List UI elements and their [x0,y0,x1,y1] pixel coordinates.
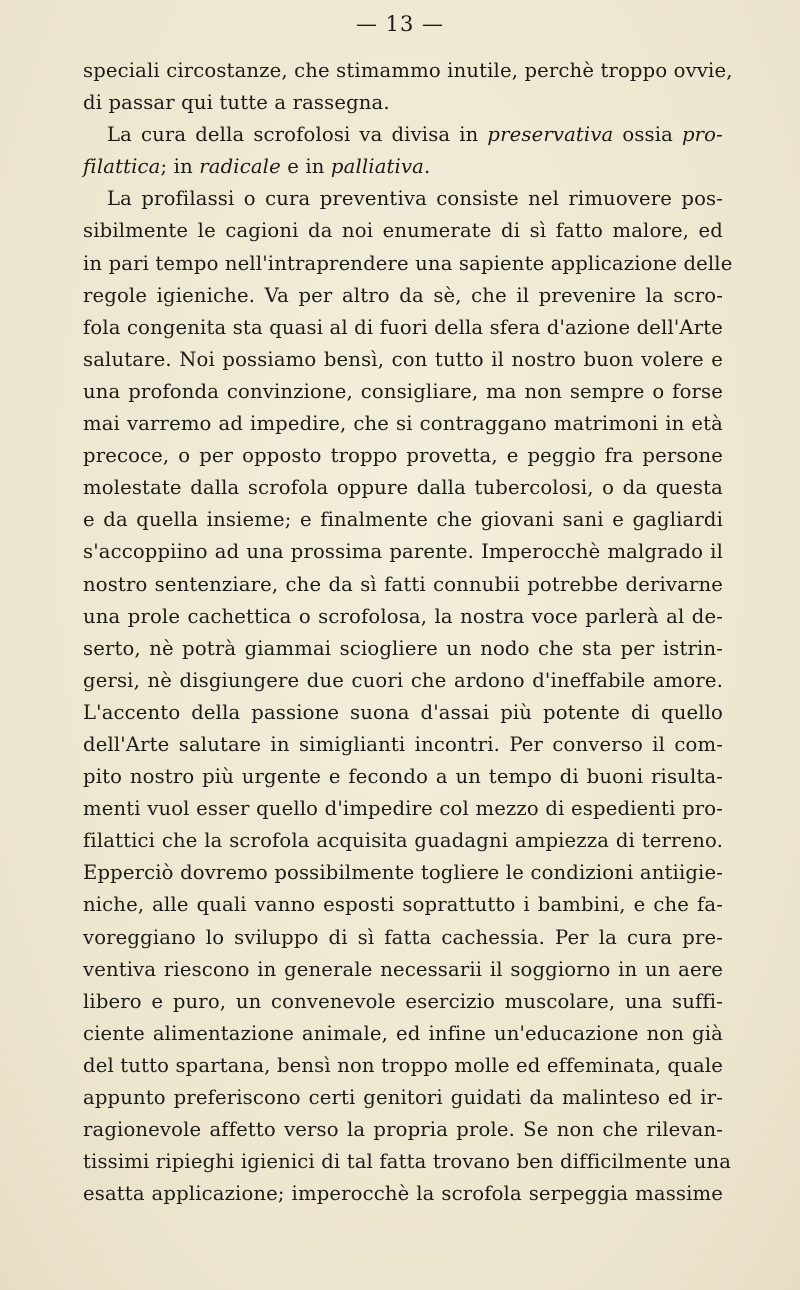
text-line-with-italics: La cura della scrofolosi va divisa in preservativa ossia pro- [107,123,723,147]
text-line-with-italics: filattica; in radicale e in palliativa. [83,155,431,179]
text-line: esatta applicazione; imperocchè la scrofola serpeggia massime [83,1182,723,1206]
text-line: del tutto spartana, bensì non troppo molle ed effeminata, quale [83,1053,723,1077]
text-line: in pari tempo nell'intraprendere una sapiente applicazione delle [83,251,733,275]
text-line: precoce, o per opposto troppo provetta, e peggio fra persone [83,444,723,468]
text-line: speciali circostanze, che stimammo inutile, perchè troppo ovvie, [83,59,733,82]
text-line: filattici che la scrofola acquisita guadagni ampiezza di terreno. [83,829,723,853]
text-line: fola congenita sta quasi al di fuori della sfera d'azione dell'Arte [83,315,723,339]
text-line: tissimi ripieghi igienici di tal fatta trovano ben difficilmente una [83,1150,732,1174]
page-number: — 13 — [355,12,445,36]
text-line: una profonda convinzione, consigliare, ma non sempre o forse [83,379,723,403]
text-line: mai varremo ad impedire, che si contraggano matrimoni in età [83,412,723,436]
text-line: serto, nè potrà giammai sciogliere un nodo che sta per istrin- [83,636,723,660]
text-line: La profilassi o cura preventiva consiste nel rimuovere pos- [107,187,723,211]
text-line: menti vuol esser quello d'impedire col mezzo di espedienti pro- [83,797,723,821]
text-line: pito nostro più urgente e fecondo a un tempo di buoni risulta- [83,765,723,789]
text-line: ragionevole affetto verso la propria prole. Se non che rilevan- [83,1118,723,1142]
text-line: Epperciò dovremo possibilmente togliere le condizioni antiigie- [83,861,723,885]
text-line: appunto preferiscono certi genitori guidati da malinteso ed ir- [83,1086,723,1109]
text-line: e da quella insieme; e finalmente che giovani sani e gagliardi [83,508,723,532]
text-line: gersi, nè disgiungere due cuori che ardono d'ineffabile amore. [83,668,723,692]
text-line: nostro sentenziare, che da sì fatti connubii potrebbe derivarne [83,572,723,596]
text-line: di passar qui tutte a rassegna. [83,91,390,115]
text-line: s'accoppiino ad una prossima parente. Imperocchè malgrado il [83,540,723,564]
text-line: voreggiano lo sviluppo di sì fatta cachessia. Per la cura pre- [83,925,723,949]
text-line: niche, alle quali vanno esposti soprattutto i bambini, e che fa- [83,893,723,917]
text-line: una prole cachettica o scrofolosa, la nostra voce parlerà al de- [83,604,723,628]
text-line: L'accento della passione suona d'assai più potente di quello [83,700,723,724]
text-line: ciente alimentazione animale, ed infine un'educazione non già [83,1021,723,1045]
text-line: sibilmente le cagioni da noi enumerate di sì fatto malore, ed [83,219,723,243]
body-text [83,55,733,1210]
text-line: regole igieniche. Va per altro da sè, che il prevenire la scro- [83,283,723,307]
text-line: libero e puro, un convenevole esercizio muscolare, una suffi- [83,989,723,1013]
text-line: ventiva riescono in generale necessarii il soggiorno in un aere [83,957,723,981]
text-line: molestate dalla scrofola oppure dalla tubercolosi, o da questa [83,476,723,500]
text-line: salutare. Noi possiamo bensì, con tutto il nostro buon volere e [83,347,723,371]
text-line: dell'Arte salutare in simiglianti incontri. Per converso il com- [83,732,723,756]
